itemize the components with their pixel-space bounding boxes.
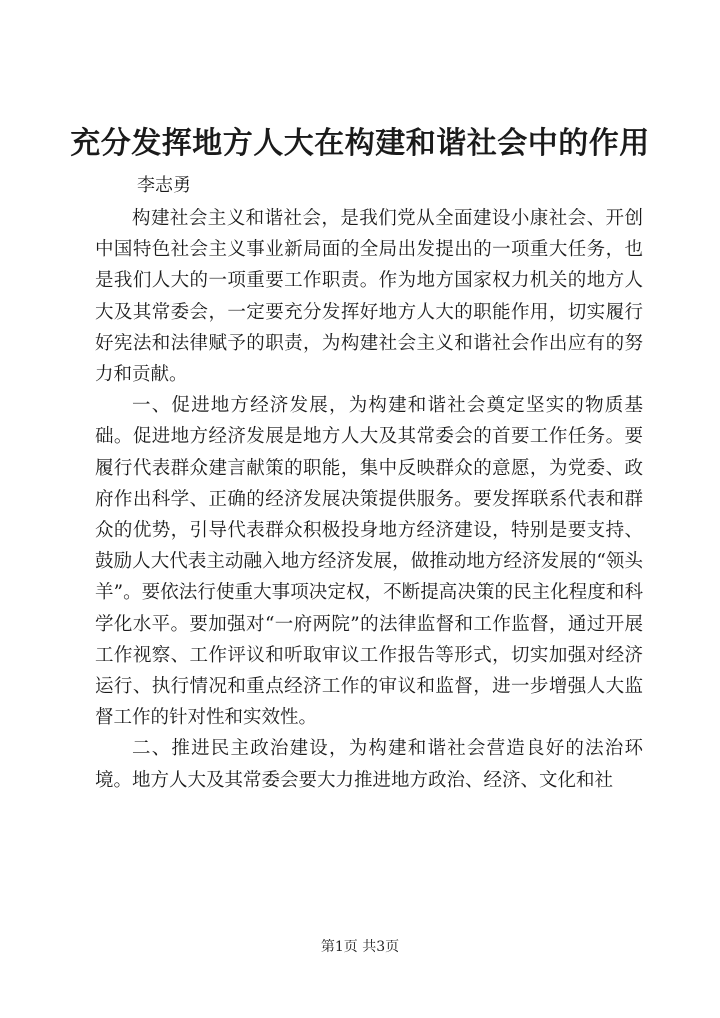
document-title: 充分发挥地方人大在构建和谐社会中的作用 (70, 126, 650, 161)
document-body (95, 203, 643, 796)
document-author: 李志勇 (137, 175, 191, 196)
page-footer: 第1页 共3页 (320, 939, 400, 955)
body-paragraph: 二、推进民主政治建设，为构建和谐社会营造良好的法治环境。地方人大及其常委会要大力推进地方政治、经济、文化和社 (95, 738, 643, 791)
body-paragraph: 构建社会主义和谐社会，是我们党从全面建设小康社会、开创中国特色社会主义事业新局面的全局出发提出的一项重大任务，也是我们人大的一项重要工作职责。作为地方国家权力机关的地方人大及其常委会，一定要充分发挥好地方人大的职能作用，切实履行好宪法和法律赋予的职责，为构建社会主义和谐社会作出应有的努力和贡献。 (95, 208, 643, 386)
body-paragraph: 一、促进地方经济发展，为构建和谐社会奠定坚实的物质基础。促进地方经济发展是地方人大及其常委会的首要工作任务。要履行代表群众建言献策的职能，集中反映群众的意愿，为党委、政府作出科学、正确的经济发展决策提供服务。要发挥联系代表和群众的优势，引导代表群众积极投身地方经济建设，特别是要支持、鼓励人大代表主动融入地方经济发展，做推动地方经济发展的“领头羊”。要依法行使重大事项决定权，不断提高决策的民主化程度和科学化水平。要加强对“一府两院”的法律监督和工作监督，通过开展工作视察、工作评议和听取审议工作报告等形式，切实加强对经济运行、执行情况和重点经济工作的审议和监督，进一步增强人大监督工作的针对性和实效性。 (95, 395, 643, 729)
